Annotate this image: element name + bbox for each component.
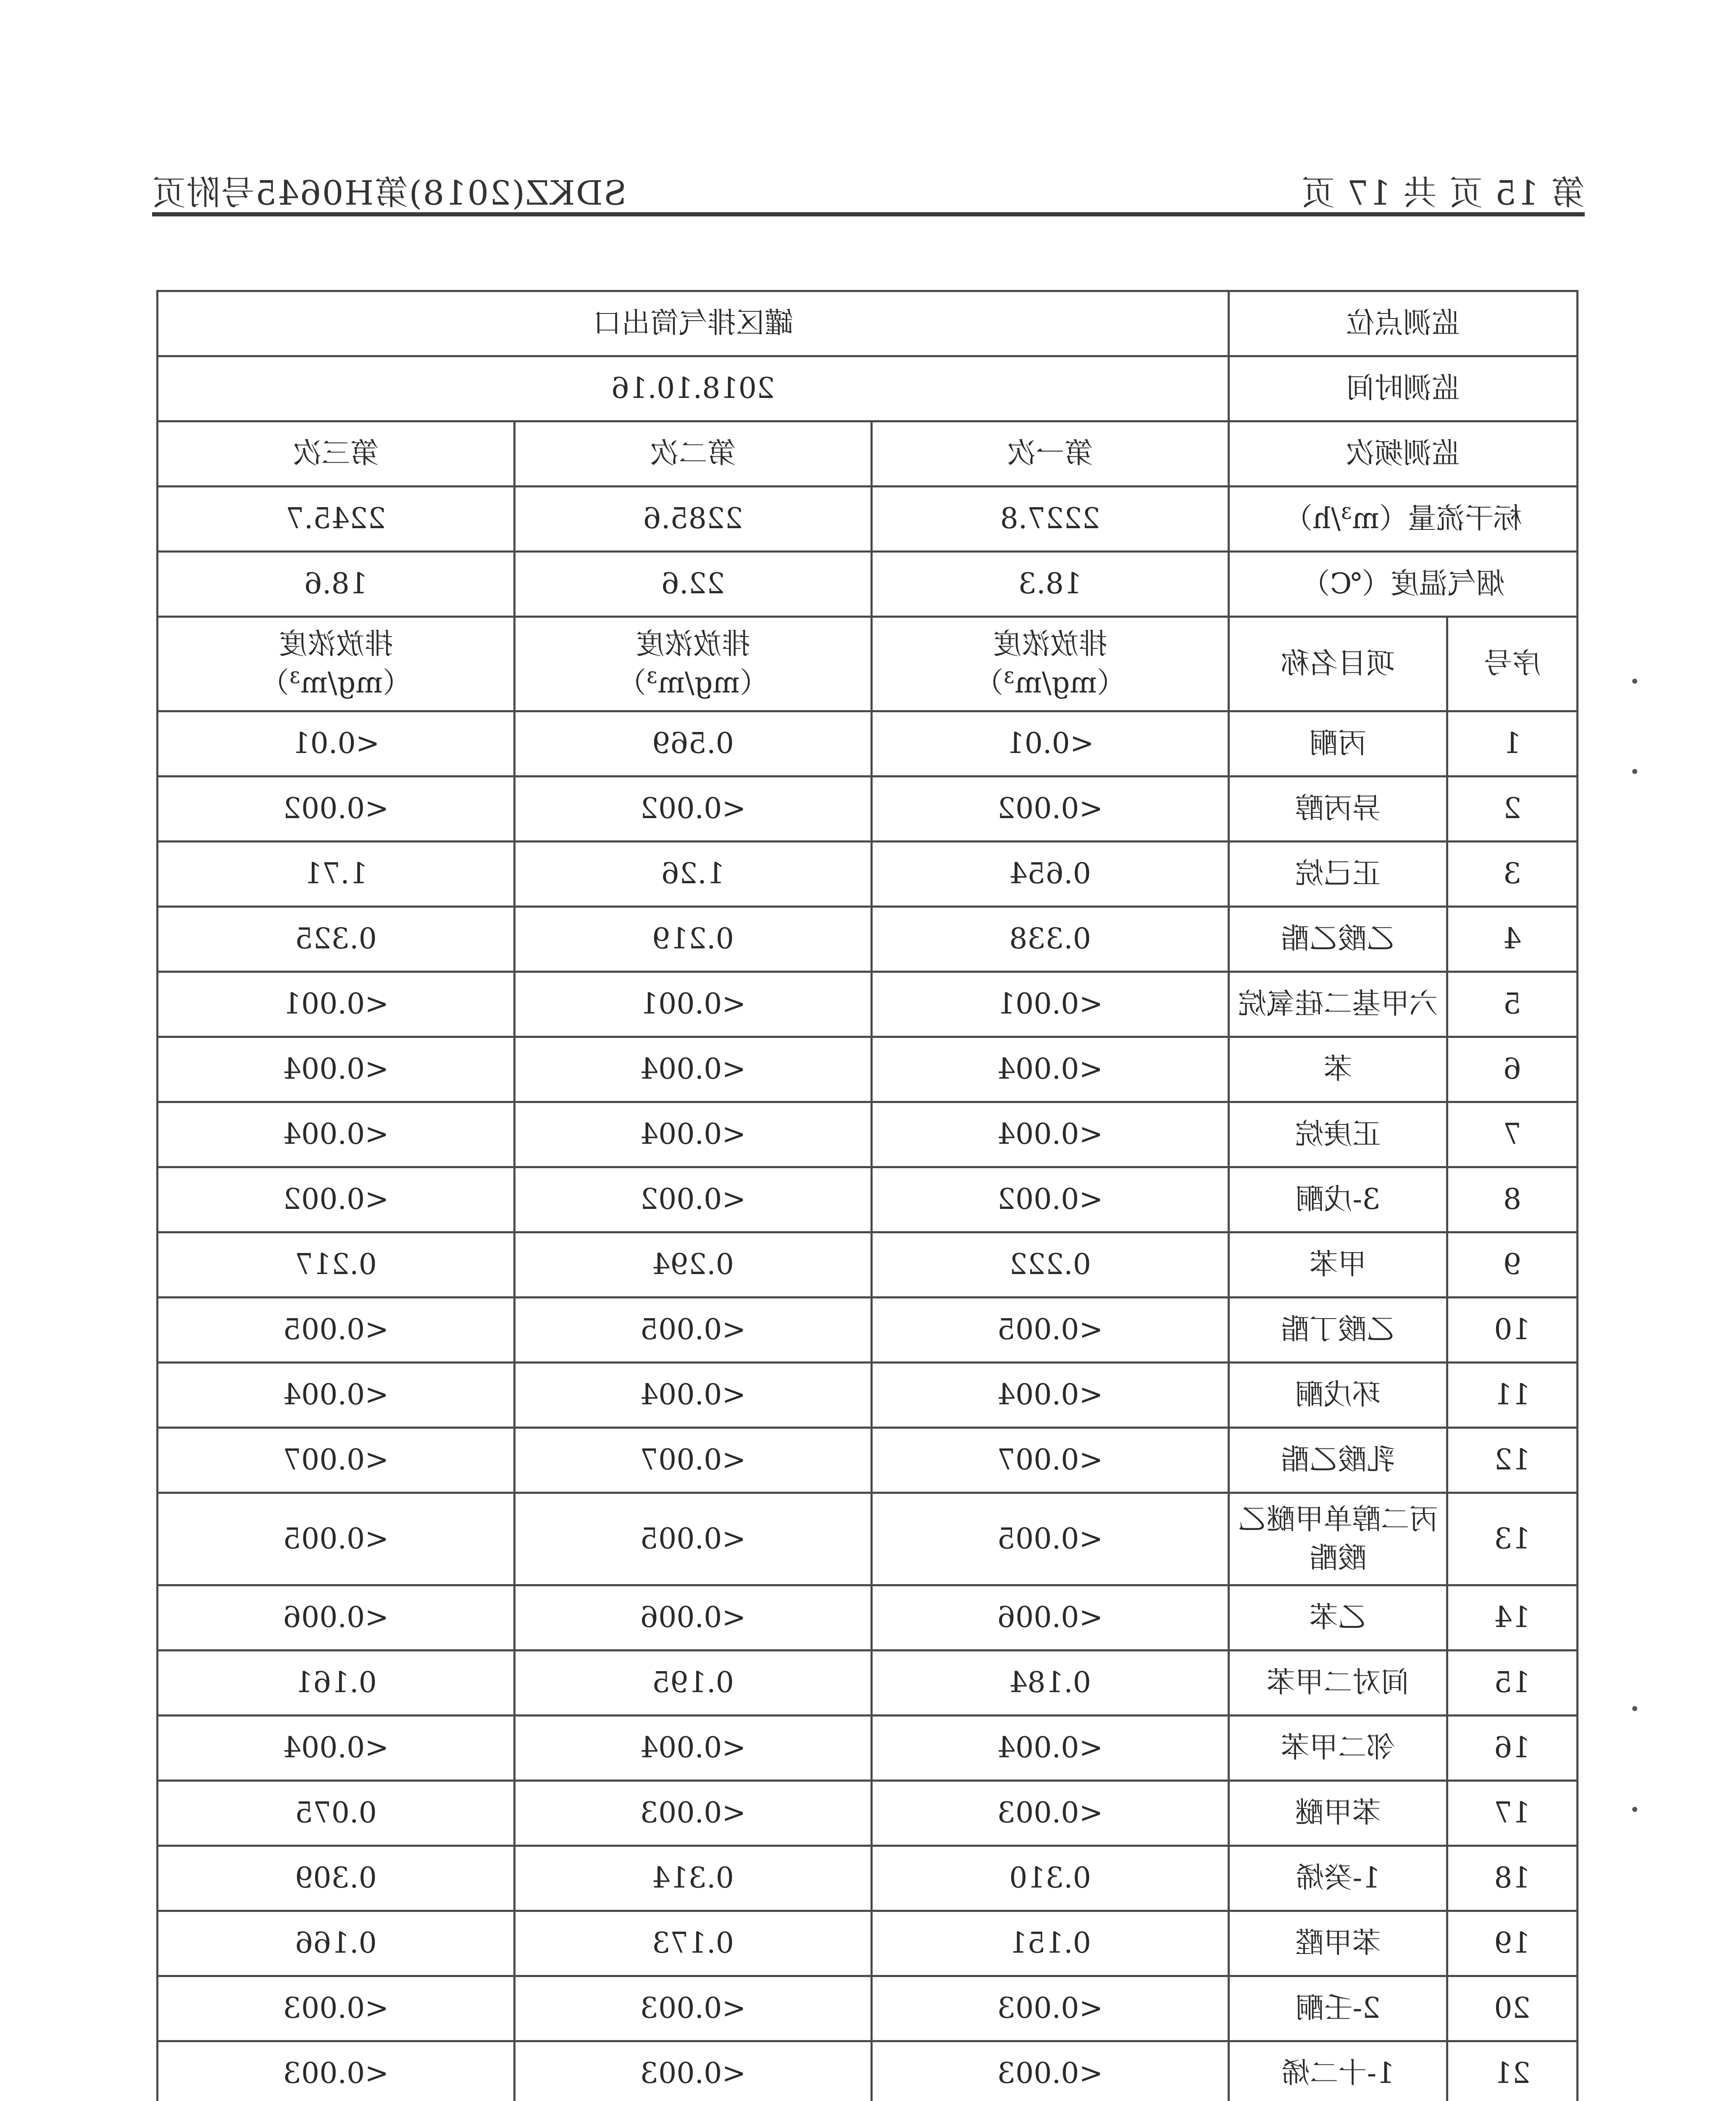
conc-unit: （mg/m³） (975, 666, 1126, 700)
cell-seq: 2 (1447, 777, 1578, 842)
cell-conc-run-3: <0.003 (157, 2041, 514, 2101)
cell-conc-run-1: 0.151 (871, 1911, 1228, 1976)
cell-item-name: 环戊酮 (1228, 1363, 1447, 1428)
label-monitoring-point: 监测点位 (1228, 291, 1577, 356)
value-monitoring-time: 2018.10.16 (157, 356, 1228, 421)
cell-seq: 6 (1447, 1037, 1578, 1102)
cell-item-name: 乳酸乙酯 (1228, 1428, 1447, 1493)
table-row (157, 1493, 1577, 1585)
table-row (157, 777, 1577, 842)
header-item-name: 项目名称 (1228, 617, 1447, 711)
scan-speck (1632, 769, 1637, 774)
cell-conc-run-1: <0.004 (871, 1102, 1228, 1167)
cell-conc-run-2: <0.004 (514, 1363, 871, 1428)
cell-item-name: 丙酮 (1228, 711, 1447, 777)
cell-conc-run-3: <0.004 (157, 1716, 514, 1781)
table-row (157, 842, 1577, 907)
cell-conc-run-2: 0.294 (514, 1232, 871, 1298)
run-3: 第三次 (157, 421, 514, 487)
cell-item-name: 邻二甲苯 (1228, 1716, 1447, 1781)
conc-unit: （mg/m³） (260, 666, 411, 700)
cell-conc-run-1: <0.007 (871, 1428, 1228, 1493)
row-monitoring-frequency (157, 421, 1577, 487)
conc-unit: （mg/m³） (618, 666, 768, 700)
cell-conc-run-3: 0.161 (157, 1651, 514, 1716)
cell-conc-run-3: 1.71 (157, 842, 514, 907)
cell-item-name: 乙酸丁酯 (1228, 1298, 1447, 1363)
label-monitoring-time: 监测时间 (1228, 356, 1577, 421)
run-1: 第一次 (871, 421, 1228, 487)
table-row (157, 1298, 1577, 1363)
table-row (157, 2041, 1577, 2101)
cell-conc-run-2: 0.195 (514, 1651, 871, 1716)
cell-conc-run-2: <0.005 (514, 1298, 871, 1363)
table-row (157, 1428, 1577, 1493)
cell-item-name: 间对二甲苯 (1228, 1651, 1447, 1716)
cell-seq: 3 (1447, 842, 1578, 907)
cell-conc-run-3: <0.004 (157, 1102, 514, 1167)
cell-conc-run-1: <0.004 (871, 1716, 1228, 1781)
temp-run-2: 22.6 (514, 552, 871, 617)
table-row (157, 1911, 1577, 1976)
cell-conc-run-3: <0.005 (157, 1493, 514, 1585)
cell-conc-run-1: <0.004 (871, 1363, 1228, 1428)
row-monitoring-point (157, 291, 1577, 356)
table-row (157, 1037, 1577, 1102)
cell-conc-run-2: 0.314 (514, 1846, 871, 1911)
cell-seq: 16 (1447, 1716, 1578, 1781)
cell-conc-run-3: 0.075 (157, 1781, 514, 1846)
header-conc-run-2 (514, 617, 871, 711)
cell-conc-run-1: <0.001 (871, 972, 1228, 1037)
cell-conc-run-3: <0.004 (157, 1037, 514, 1102)
cell-item-name: 丙二醇单甲醚乙酸酯 (1228, 1493, 1447, 1585)
table-row (157, 972, 1577, 1037)
table-row (157, 1846, 1577, 1911)
cell-conc-run-1: <0.004 (871, 1037, 1228, 1102)
table-row (157, 1585, 1577, 1651)
cell-conc-run-3: <0.002 (157, 777, 514, 842)
conc-label: 排放浓度 (636, 628, 750, 661)
table-row (157, 1363, 1577, 1428)
cell-conc-run-2: 0.219 (514, 907, 871, 972)
cell-conc-run-3: <0.01 (157, 711, 514, 777)
cell-conc-run-1: <0.003 (871, 1781, 1228, 1846)
cell-conc-run-2: <0.006 (514, 1585, 871, 1651)
cell-conc-run-1: <0.002 (871, 777, 1228, 842)
value-monitoring-point: 罐区排气筒出口 (157, 291, 1228, 356)
table-row (157, 711, 1577, 777)
scan-speck (1632, 1807, 1637, 1812)
cell-conc-run-2: <0.003 (514, 2041, 871, 2101)
table-row (157, 1716, 1577, 1781)
cell-item-name: 3-戊酮 (1228, 1167, 1447, 1232)
cell-conc-run-3: <0.005 (157, 1298, 514, 1363)
cell-item-name: 乙酸乙酯 (1228, 907, 1447, 972)
cell-item-name: 1-十二烯 (1228, 2041, 1447, 2101)
table-row (157, 1976, 1577, 2041)
cell-conc-run-1: <0.003 (871, 2041, 1228, 2101)
run-2: 第二次 (514, 421, 871, 487)
cell-seq: 17 (1447, 1781, 1578, 1846)
cell-seq: 8 (1447, 1167, 1578, 1232)
cell-conc-run-1: 0.654 (871, 842, 1228, 907)
scan-speck (1632, 679, 1637, 684)
cell-conc-run-3: 0.217 (157, 1232, 514, 1298)
cell-conc-run-1: <0.01 (871, 711, 1228, 777)
cell-item-name: 苯甲醛 (1228, 1911, 1447, 1976)
page-number: 第 15 页 共 17 页 (1300, 174, 1585, 213)
cell-item-name: 苯甲醚 (1228, 1781, 1447, 1846)
table-row (157, 1781, 1577, 1846)
cell-conc-run-2: 0.569 (514, 711, 871, 777)
cell-item-name: 正庚烷 (1228, 1102, 1447, 1167)
flow-run-1: 2227.8 (871, 487, 1228, 552)
cell-conc-run-3: <0.004 (157, 1363, 514, 1428)
scan-speck (1632, 1706, 1637, 1711)
header-conc-run-1 (871, 617, 1228, 711)
cell-seq: 7 (1447, 1102, 1578, 1167)
cell-conc-run-2: 1.26 (514, 842, 871, 907)
temp-run-3: 18.6 (157, 552, 514, 617)
cell-item-name: 苯 (1228, 1037, 1447, 1102)
cell-item-name: 1-癸烯 (1228, 1846, 1447, 1911)
cell-seq: 9 (1447, 1232, 1578, 1298)
cell-conc-run-2: <0.001 (514, 972, 871, 1037)
row-column-headers (157, 617, 1577, 711)
cell-conc-run-1: <0.003 (871, 1976, 1228, 2041)
cell-seq: 14 (1447, 1585, 1578, 1651)
cell-conc-run-1: 0.184 (871, 1651, 1228, 1716)
flow-run-3: 2245.7 (157, 487, 514, 552)
cell-seq: 5 (1447, 972, 1578, 1037)
table-row (157, 1167, 1577, 1232)
cell-seq: 21 (1447, 2041, 1578, 2101)
table-row (157, 1651, 1577, 1716)
cell-item-name: 乙苯 (1228, 1585, 1447, 1651)
cell-seq: 19 (1447, 1911, 1578, 1976)
cell-conc-run-3: <0.007 (157, 1428, 514, 1493)
label-monitoring-frequency: 监测频次 (1228, 421, 1577, 487)
cell-seq: 13 (1447, 1493, 1578, 1585)
cell-conc-run-2: <0.003 (514, 1781, 871, 1846)
cell-conc-run-3: <0.001 (157, 972, 514, 1037)
cell-conc-run-1: 0.310 (871, 1846, 1228, 1911)
cell-conc-run-2: <0.005 (514, 1493, 871, 1585)
cell-item-name: 甲苯 (1228, 1232, 1447, 1298)
label-gas-temperature: 烟气温度（℃） (1228, 552, 1577, 617)
cell-seq: 4 (1447, 907, 1578, 972)
cell-conc-run-3: <0.002 (157, 1167, 514, 1232)
cell-seq: 15 (1447, 1651, 1578, 1716)
report-number: SDKZ(2018)第H0645号附页 (151, 174, 627, 213)
temp-run-1: 18.3 (871, 552, 1228, 617)
table-row (157, 1102, 1577, 1167)
cell-conc-run-1: <0.002 (871, 1167, 1228, 1232)
row-flow-rate (157, 487, 1577, 552)
cell-conc-run-2: <0.003 (514, 1976, 871, 2041)
row-monitoring-time (157, 356, 1577, 421)
monitoring-table (156, 290, 1578, 2101)
cell-conc-run-1: <0.006 (871, 1585, 1228, 1651)
cell-conc-run-2: <0.007 (514, 1428, 871, 1493)
cell-conc-run-1: <0.005 (871, 1298, 1228, 1363)
cell-item-name: 六甲基二硅氧烷 (1228, 972, 1447, 1037)
cell-conc-run-2: 0.173 (514, 1911, 871, 1976)
cell-conc-run-2: <0.002 (514, 777, 871, 842)
cell-seq: 10 (1447, 1298, 1578, 1363)
cell-conc-run-2: <0.004 (514, 1102, 871, 1167)
table-row (157, 907, 1577, 972)
flow-run-2: 2285.6 (514, 487, 871, 552)
cell-item-name: 正己烷 (1228, 842, 1447, 907)
cell-conc-run-1: 0.338 (871, 907, 1228, 972)
header-seq: 序号 (1447, 617, 1578, 711)
cell-seq: 1 (1447, 711, 1578, 777)
cell-conc-run-3: <0.003 (157, 1976, 514, 2041)
cell-conc-run-2: <0.004 (514, 1716, 871, 1781)
header-conc-run-3 (157, 617, 514, 711)
conc-label: 排放浓度 (279, 628, 393, 661)
cell-conc-run-3: <0.006 (157, 1585, 514, 1651)
conc-label: 排放浓度 (993, 628, 1107, 661)
cell-conc-run-2: <0.002 (514, 1167, 871, 1232)
cell-seq: 18 (1447, 1846, 1578, 1911)
header-rule (152, 212, 1585, 216)
cell-conc-run-3: 0.166 (157, 1911, 514, 1976)
cell-seq: 11 (1447, 1363, 1578, 1428)
cell-item-name: 异丙醇 (1228, 777, 1447, 842)
cell-conc-run-3: 0.309 (157, 1846, 514, 1911)
cell-seq: 12 (1447, 1428, 1578, 1493)
row-gas-temperature (157, 552, 1577, 617)
label-flow-rate: 标干流量（m³/h） (1228, 487, 1577, 552)
cell-conc-run-3: 0.325 (157, 907, 514, 972)
table-row (157, 1232, 1577, 1298)
cell-conc-run-1: <0.005 (871, 1493, 1228, 1585)
cell-seq: 20 (1447, 1976, 1578, 2041)
cell-conc-run-2: <0.004 (514, 1037, 871, 1102)
cell-conc-run-1: 0.222 (871, 1232, 1228, 1298)
cell-item-name: 2-壬酮 (1228, 1976, 1447, 2041)
